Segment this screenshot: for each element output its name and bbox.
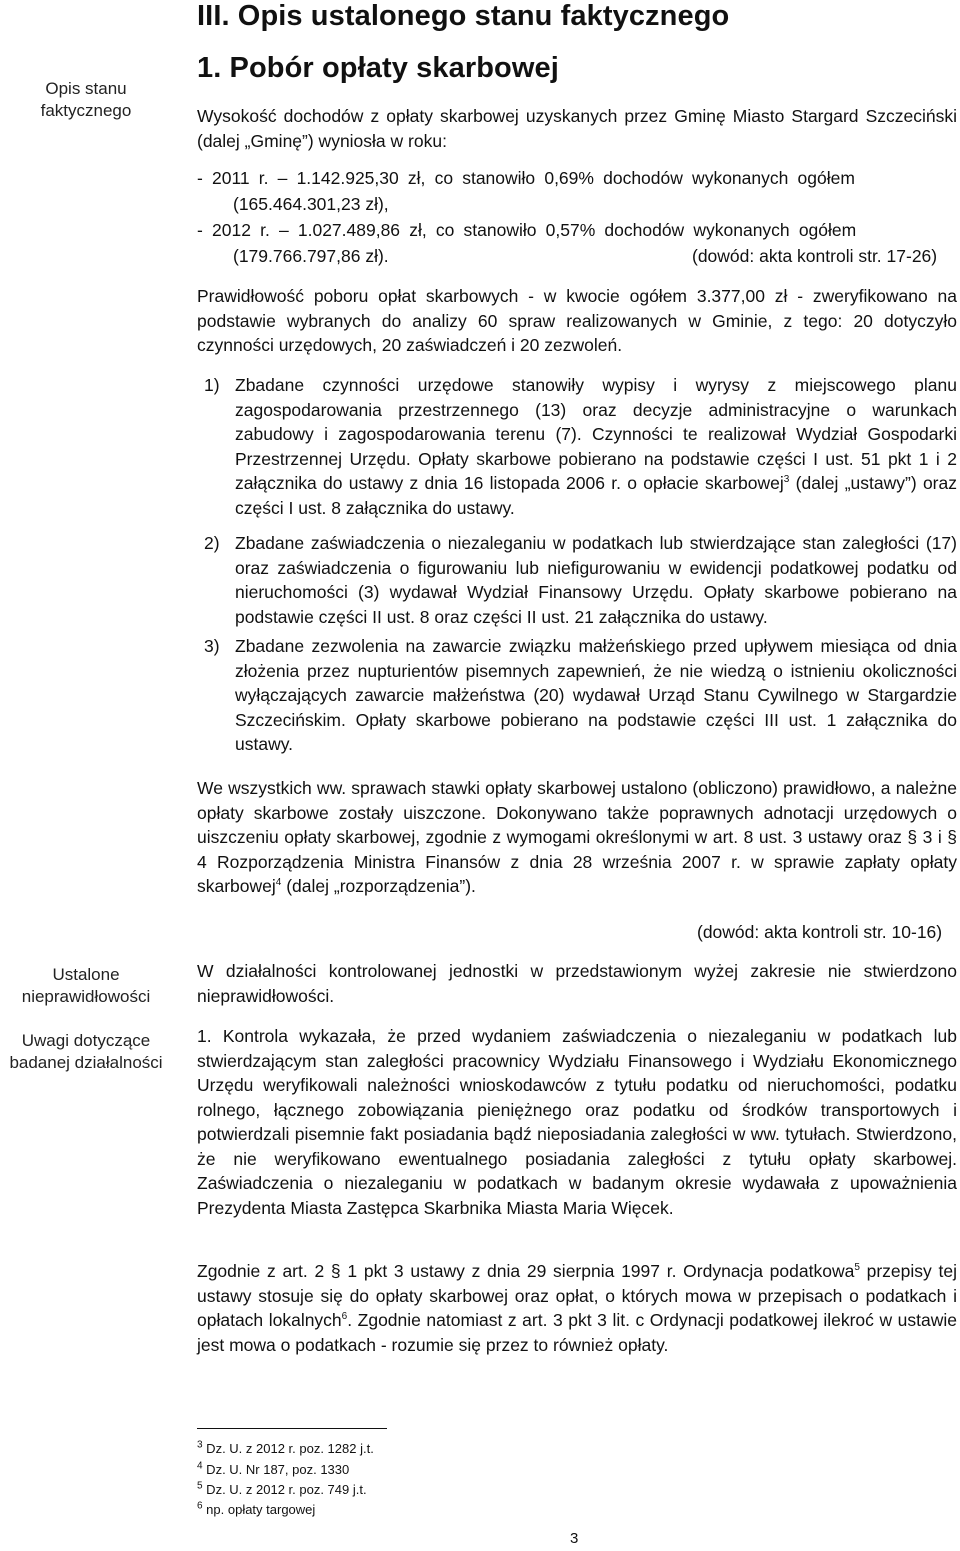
footnote-separator bbox=[197, 1428, 387, 1429]
remark-paragraph: 1. Kontrola wykazała, że przed wydaniem zaświadczenia o niezaleganiu w podatkach lub stwierdzającym stan zaległości pracownicy Wydziału Finansowego i Wydziału Ekonomicznego Urzędu weryfikowali należności wnioskodawców z tytułu podatku od nieruchomości, podatku rolnego, łącznego zobowiązania pieniężnego oraz podatku od środków transportowych i potwierdzali pisemnie fakt posiadania bądź nieposiadania zaległości w ww. tytułach. Stwierdzono, że nie weryfikowano ewentualnego posiadania zaległości z tytułu opłaty skarbowej. Zaświadczenia o niezaleganiu w podatkach w badanym okresie wydawała z upoważnienia Prezydenta Miasta Zastępca Skarbnika Miasta Maria Więcek. bbox=[197, 1026, 957, 1218]
remark-text: przepisy tej ustawy stosuje się do opłaty skarbowej oraz opłat, o których mowa w przepisach o podatkach i opłatach lokalnych bbox=[197, 1261, 957, 1330]
footnote-ref: 5 bbox=[854, 1262, 860, 1274]
year-2011-line: - 2011 r. – 1.142.925,30 zł, co stanowiło 0,69% dochodów wykonanych ogółem bbox=[197, 168, 855, 188]
subsection-title: 1. Pobór opłaty skarbowej bbox=[197, 52, 559, 84]
footnote-text: Dz. U. z 2012 r. poz. 749 j.t. bbox=[202, 1482, 367, 1497]
sidebar-note-remarks bbox=[0, 1030, 172, 1074]
summary-paragraph bbox=[197, 776, 957, 899]
summary-text: (dalej „rozporządzenia”). bbox=[281, 876, 476, 896]
section-title: III. Opis ustalonego stanu faktycznego bbox=[197, 0, 730, 32]
footnote bbox=[197, 1502, 315, 1518]
footnote bbox=[197, 1462, 349, 1478]
item-number: 2) bbox=[204, 533, 220, 553]
list-item: Zbadane zaświadczenia o niezaleganiu w podatkach lub stwierdzające stan zaległości (17) oraz zaświadczenia o figurowaniu lub niefigurowaniu w ewidencji podatkowej podatku od nieruchomości (3) wydawał Wydział Finansowy Urzędu. Opłaty skarbowe pobierano na podstawie części II ust. 8 oraz części II ust. 21 załącznika do ustawy. bbox=[235, 533, 957, 627]
list-item-text: Zbadane czynności urzędowe stanowiły wypisy i wyrysy z miejscowego planu zagospodarowania przestrzennego (13) oraz decyzje administracyjne o warunkach zabudowy i zagospodarowania terenu (7). Czynności te realizował Wydział Gospodarki Przestrzennej Urzędu. Opłaty skarbowe pobierano na podstawie części I ust. 51 pkt 1 i 2 załącznika do ustawy z dnia 16 listopada 2006 r. o opłacie skarbowej bbox=[235, 375, 957, 493]
sidebar-note-facts bbox=[0, 78, 172, 122]
summary-text: We wszystkich ww. sprawach stawki opłaty skarbowej ustalono (obliczono) prawidłowo, a należne opłaty skarbowe zostały uiszczone. Dokonywano także poprawnych adnotacji urzędowych o uiszczeniu opłaty skarbowej, zgodnie z wymogami określonymi w art. 8 ust. 3 ustawy oraz § 3 i § 4 Rozporządzenia Ministra Finansów z dnia 28 września 2007 r. w sprawie zapłaty opłaty skarbowej bbox=[197, 778, 957, 896]
footnote-ref: 6 bbox=[341, 1311, 348, 1323]
year-2012-line: - 2012 r. – 1.027.489,86 zł, co stanowiło 0,57% dochodów wykonanych ogółem bbox=[197, 220, 857, 240]
evidence-note: (dowód: akta kontroli str. 17-26) bbox=[692, 246, 938, 266]
item-number: 3) bbox=[204, 636, 220, 656]
footnote-text: Dz. U. z 2012 r. poz. 1282 j.t. bbox=[202, 1441, 374, 1456]
page-number: 3 bbox=[570, 1530, 579, 1547]
sidebar-note-line: badanej działalności bbox=[9, 1053, 163, 1072]
list-item-text: (dalej „ustawy”) oraz części I ust. 8 załącznika do ustawy. bbox=[235, 473, 957, 518]
footnote bbox=[197, 1441, 374, 1457]
footnote-ref: 4 bbox=[275, 877, 282, 889]
footnote-text: np. opłaty targowej bbox=[202, 1502, 316, 1517]
correctness-paragraph: Prawidłowość poboru opłat skarbowych - w kwocie ogółem 3.377,00 zł - zweryfikowano na podstawie wybranych do analizy 60 spraw realizowanych w Gminie, z tego: 20 dotyczyło czynności urzędowych, 20 zaświadczeń i 20 zezwoleń. bbox=[197, 286, 957, 355]
remark-text: Zgodnie z art. 2 § 1 pkt 3 ustawy z dnia 29 sierpnia 1997 r. Ordynacja podatkowa bbox=[197, 1261, 855, 1281]
sidebar-note-line: Ustalone bbox=[52, 965, 120, 984]
sidebar-note-line: faktycznego bbox=[40, 101, 132, 120]
footnote-number: 3 bbox=[197, 1439, 203, 1451]
remark-text: . Zgodnie natomiast z art. 3 pkt 3 lit. c Ordynacji podatkowej ilekroć w ustawie jest mowa o podatkach - rozumie się przez to również opłaty. bbox=[197, 1310, 957, 1355]
year-2012-total: (179.766.797,86 zł). bbox=[233, 246, 389, 266]
year-2011-total: (165.464.301,23 zł), bbox=[233, 194, 389, 214]
footnote-number: 5 bbox=[197, 1480, 203, 1492]
footnote-number: 4 bbox=[197, 1460, 203, 1472]
list-item: Zbadane zezwolenia na zawarcie związku małżeńskiego przed upływem miesiąca od dnia złożenia przez nupturientów pisemnych zapewnień, że nie wiedzą o istnieniu okoliczności wyłączających zawarcie małżeństwa (20) wydawał Urząd Stanu Cywilnego w Stargardzie Szczecińskim. Opłaty skarbowe pobierano na podstawie części III ust. 1 załącznika do ustawy. bbox=[235, 636, 957, 754]
sidebar-note-line: nieprawidłowości bbox=[21, 987, 151, 1006]
item-number: 1) bbox=[204, 375, 220, 395]
sidebar-note-line: Opis stanu bbox=[45, 79, 127, 98]
list-item bbox=[235, 373, 957, 520]
footnote-text: Dz. U. Nr 187, poz. 1330 bbox=[202, 1462, 350, 1477]
evidence-note: (dowód: akta kontroli str. 10-16) bbox=[697, 922, 943, 942]
no-irregularities-paragraph: W działalności kontrolowanej jednostki w przedstawionym wyżej zakresie nie stwierdzono nieprawidłowości. bbox=[197, 961, 957, 1006]
footnote-number: 6 bbox=[197, 1500, 203, 1512]
footnote bbox=[197, 1482, 367, 1498]
sidebar-note-line: Uwagi dotyczące bbox=[21, 1031, 151, 1050]
remark-paragraph bbox=[197, 1259, 957, 1357]
footnote-ref: 3 bbox=[783, 474, 790, 486]
intro-paragraph: Wysokość dochodów z opłaty skarbowej uzyskanych przez Gminę Miasto Stargard Szczeciński (dalej „Gminę”) wyniosła w roku: bbox=[197, 106, 957, 151]
sidebar-note-irregularities bbox=[0, 964, 172, 1008]
